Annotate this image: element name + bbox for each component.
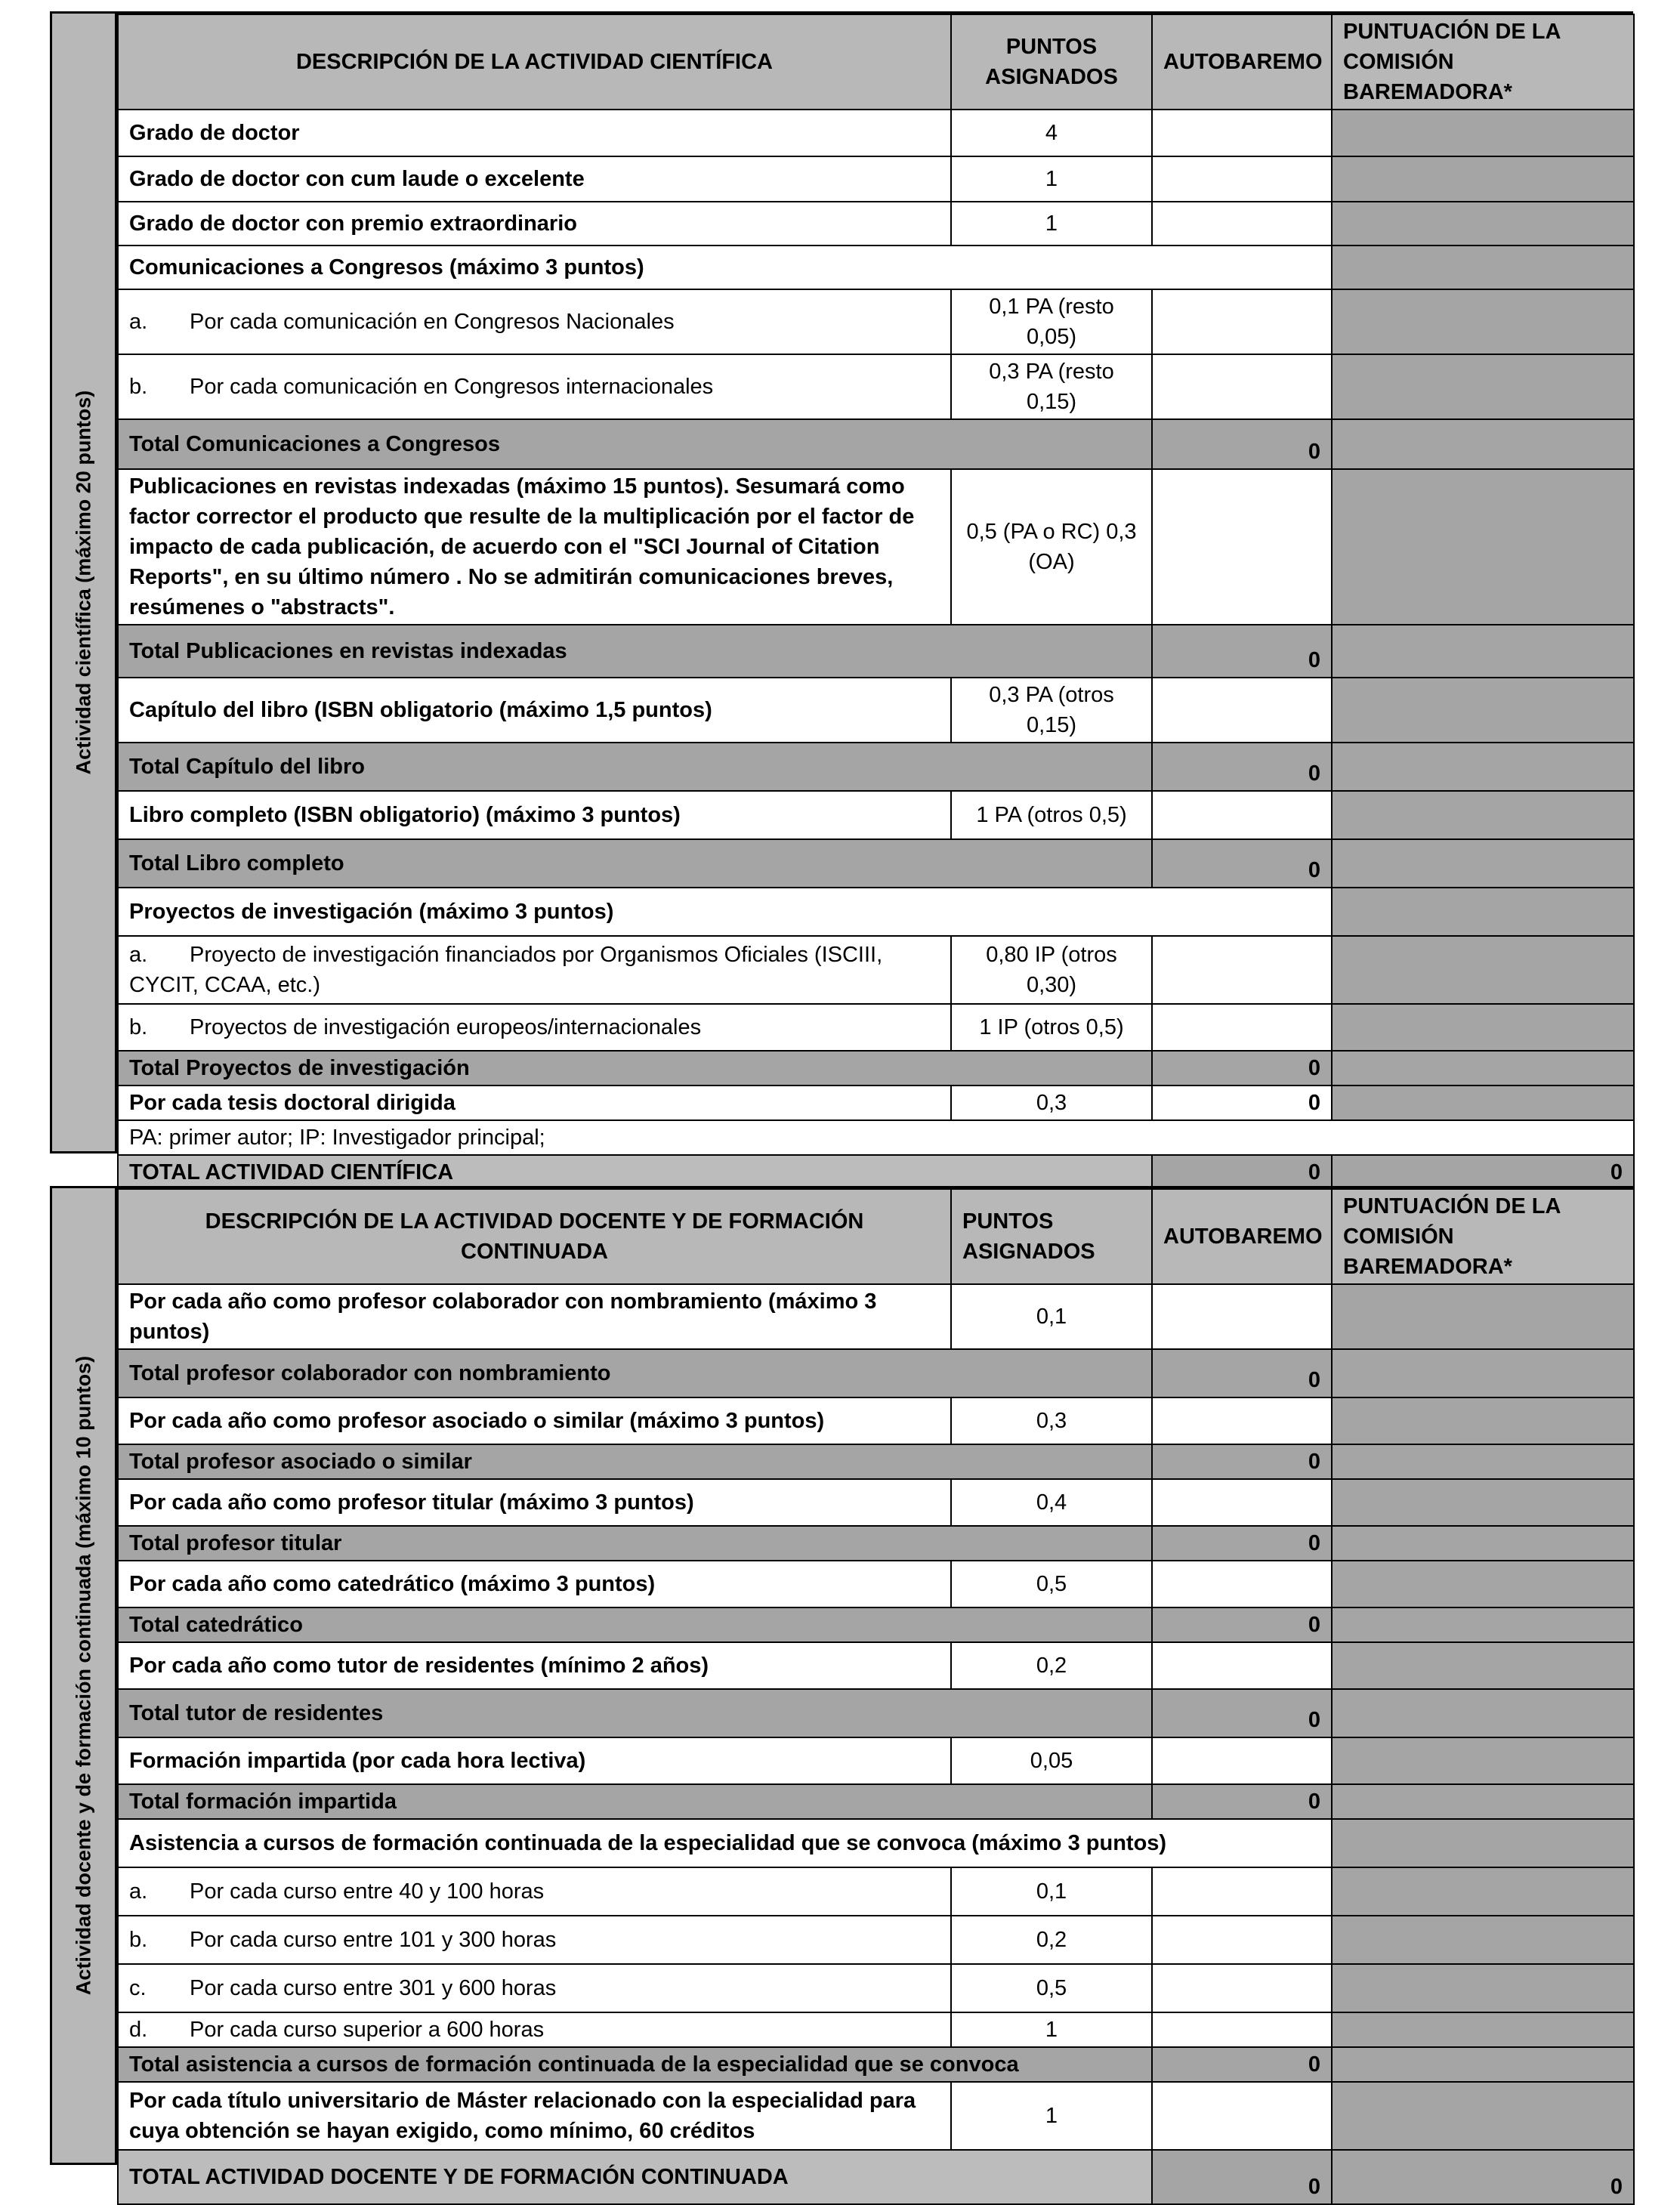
subtotal-label: Total Comunicaciones a Congresos bbox=[118, 419, 1152, 469]
table-row bbox=[118, 156, 1634, 202]
autobaremo-input[interactable] bbox=[1152, 1561, 1332, 1607]
subtotal-label: Total profesor titular bbox=[118, 1526, 1152, 1561]
row-puntos: 0,3 bbox=[951, 1397, 1152, 1444]
row-description: Por cada tesis doctoral dirigida bbox=[118, 1086, 951, 1120]
table-row bbox=[118, 1397, 1634, 1444]
comision-cell bbox=[1332, 1051, 1634, 1086]
row-puntos: 1 bbox=[951, 2012, 1152, 2047]
comision-cell bbox=[1332, 1397, 1634, 1444]
row-description: Por cada año como profesor asociado o similar (máximo 3 puntos) bbox=[118, 1397, 951, 1444]
header-description: DESCRIPCIÓN DE LA ACTIVIDAD CIENTÍFICA bbox=[118, 14, 951, 110]
autobaremo-input[interactable] bbox=[1152, 1867, 1332, 1916]
row-puntos: 0,2 bbox=[951, 1916, 1152, 1964]
table-row bbox=[118, 1642, 1634, 1689]
row-puntos: 0,1 bbox=[951, 1867, 1152, 1916]
row-text: Por cada curso entre 301 y 600 horas bbox=[190, 1976, 557, 2000]
header-autobaremo: AUTOBAREMO bbox=[1152, 1189, 1332, 1284]
subtotal-value: 0 bbox=[1152, 839, 1332, 888]
row-letter: a. bbox=[129, 1879, 148, 1904]
subtotal-row bbox=[118, 1689, 1634, 1737]
row-description: Por cada año como catedrático (máximo 3 puntos) bbox=[118, 1561, 951, 1607]
row-description bbox=[118, 1867, 951, 1916]
subtotal-row bbox=[118, 839, 1634, 888]
subtotal-label: Total Proyectos de investigación bbox=[118, 1051, 1152, 1086]
comision-cell bbox=[1332, 1004, 1634, 1051]
comision-cell bbox=[1332, 791, 1634, 839]
row-text: Por cada curso superior a 600 horas bbox=[190, 2018, 545, 2042]
row-puntos: 0,5 (PA o RC) 0,3 (OA) bbox=[951, 469, 1152, 625]
row-puntos: 0,3 PA (resto 0,15) bbox=[951, 354, 1152, 419]
row-text: Por cada comunicación en Congresos internacionales bbox=[190, 375, 714, 399]
row-letter: a. bbox=[129, 943, 148, 967]
header-comision: PUNTUACIÓN DE LA COMISIÓN BAREMADORA* bbox=[1332, 1189, 1634, 1284]
row-description bbox=[118, 1004, 951, 1051]
subtotal-row bbox=[118, 419, 1634, 469]
grand-total-comision: 0 bbox=[1332, 1155, 1634, 1190]
row-description bbox=[118, 1916, 951, 1964]
side-label-teaching bbox=[52, 1188, 117, 2163]
comision-cell bbox=[1332, 469, 1634, 625]
comision-cell bbox=[1332, 1349, 1634, 1397]
comision-cell bbox=[1332, 625, 1634, 678]
table-subrow bbox=[118, 1964, 1634, 2012]
row-puntos: 4 bbox=[951, 110, 1152, 156]
comision-cell bbox=[1332, 678, 1634, 743]
row-puntos: 1 bbox=[951, 156, 1152, 202]
autobaremo-input[interactable] bbox=[1152, 469, 1332, 625]
row-description: Grado de doctor con cum laude o excelente bbox=[118, 156, 951, 202]
row-description: Grado de doctor con premio extraordinario bbox=[118, 202, 951, 246]
section-heading: Comunicaciones a Congresos (máximo 3 puntos) bbox=[118, 246, 1332, 289]
subtotal-label: Total Libro completo bbox=[118, 839, 1152, 888]
grand-total-label: TOTAL ACTIVIDAD DOCENTE Y DE FORMACIÓN CONTINUADA bbox=[118, 2150, 1152, 2204]
row-description bbox=[118, 936, 951, 1004]
autobaremo-input[interactable] bbox=[1152, 1004, 1332, 1051]
row-description: Por cada año como tutor de residentes (mínimo 2 años) bbox=[118, 1642, 951, 1689]
subtotal-value: 0 bbox=[1152, 2047, 1332, 2082]
section-heading: Proyectos de investigación (máximo 3 puntos) bbox=[118, 888, 1332, 936]
autobaremo-input[interactable] bbox=[1152, 110, 1332, 156]
table-row bbox=[118, 2082, 1634, 2150]
row-puntos: 0,2 bbox=[951, 1642, 1152, 1689]
row-letter: b. bbox=[129, 1928, 148, 1952]
comision-cell bbox=[1332, 1607, 1634, 1642]
row-letter: b. bbox=[129, 1015, 148, 1039]
subtotal-label: Total profesor asociado o similar bbox=[118, 1444, 1152, 1479]
autobaremo-input[interactable] bbox=[1152, 1964, 1332, 2012]
comision-cell bbox=[1332, 743, 1634, 791]
comision-cell bbox=[1332, 936, 1634, 1004]
grand-total-autobaremo: 0 bbox=[1152, 2150, 1332, 2204]
subtotal-value: 0 bbox=[1152, 1689, 1332, 1737]
subtotal-label: Total asistencia a cursos de formación continuada de la especialidad que se convoca bbox=[118, 2047, 1152, 2082]
subtotal-value: 0 bbox=[1152, 1051, 1332, 1086]
row-description: Por cada año como profesor titular (máximo 3 puntos) bbox=[118, 1479, 951, 1526]
row-description: Publicaciones en revistas indexadas (máximo 15 puntos). Sesumará como factor corrector el producto que resulte de la multiplicación por el factor de impacto de cada publicación, de acuerdo con el "SCI Journal of Citation Reports", en su último número . No se admitirán comunicaciones breves, resúmenes o "abstracts". bbox=[118, 469, 951, 625]
comision-cell bbox=[1332, 156, 1634, 202]
row-description: Formación impartida (por cada hora lectiva) bbox=[118, 1737, 951, 1784]
row-description bbox=[118, 354, 951, 419]
autobaremo-input[interactable] bbox=[1152, 2082, 1332, 2150]
autobaremo-input[interactable] bbox=[1152, 1284, 1332, 1349]
row-puntos: 0,3 bbox=[951, 1086, 1152, 1120]
autobaremo-input[interactable] bbox=[1152, 791, 1332, 839]
row-puntos: 0,5 bbox=[951, 1561, 1152, 1607]
subtotal-row bbox=[118, 1784, 1634, 1819]
section-heading-row bbox=[118, 888, 1634, 936]
autobaremo-input[interactable] bbox=[1152, 156, 1332, 202]
subtotal-row bbox=[118, 625, 1634, 678]
row-letter: b. bbox=[129, 375, 148, 399]
table-row bbox=[118, 1561, 1634, 1607]
row-letter: c. bbox=[129, 1976, 147, 2000]
teaching-activity-table bbox=[50, 1186, 1633, 2199]
row-description: Por cada año como profesor colaborador con nombramiento (máximo 3 puntos) bbox=[118, 1284, 951, 1349]
comision-cell bbox=[1332, 1642, 1634, 1689]
comision-cell bbox=[1332, 1086, 1634, 1120]
row-description bbox=[118, 1964, 951, 2012]
subtotal-row bbox=[118, 743, 1634, 791]
subtotal-label: Total tutor de residentes bbox=[118, 1689, 1152, 1737]
grand-total-row bbox=[118, 2150, 1634, 2204]
footnote: PA: primer autor; IP: Investigador principal; bbox=[118, 1120, 1634, 1155]
comision-cell bbox=[1332, 2082, 1634, 2150]
header-autobaremo: AUTOBAREMO bbox=[1152, 14, 1332, 110]
section-heading: Asistencia a cursos de formación continuada de la especialidad que se convoca (máximo 3 puntos) bbox=[118, 1819, 1332, 1867]
row-description: Por cada título universitario de Máster relacionado con la especialidad para cuya obtención se hayan exigido, como mínimo, 60 créditos bbox=[118, 2082, 951, 2150]
row-puntos: 1 IP (otros 0,5) bbox=[951, 1004, 1152, 1051]
grand-total-row bbox=[118, 1155, 1634, 1190]
side-label-text: Actividad científica (máximo 20 puntos) bbox=[72, 390, 94, 775]
row-text: Por cada comunicación en Congresos Nacionales bbox=[190, 310, 675, 334]
subtotal-value: 0 bbox=[1152, 1526, 1332, 1561]
row-puntos: 0,80 IP (otros 0,30) bbox=[951, 936, 1152, 1004]
scoring-table-scientific bbox=[117, 14, 1635, 1191]
table-row bbox=[118, 1086, 1634, 1120]
table-row bbox=[118, 791, 1634, 839]
table-row bbox=[118, 110, 1634, 156]
grand-total-autobaremo: 0 bbox=[1152, 1155, 1332, 1190]
row-text: Por cada curso entre 101 y 300 horas bbox=[190, 1928, 557, 1952]
table-subrow bbox=[118, 1916, 1634, 1964]
footnote-row bbox=[118, 1120, 1634, 1155]
section-heading-row bbox=[118, 246, 1634, 289]
row-puntos: 0,05 bbox=[951, 1737, 1152, 1784]
comision-cell bbox=[1332, 888, 1634, 936]
row-letter: a. bbox=[129, 310, 148, 334]
table-row bbox=[118, 1284, 1634, 1349]
grand-total-label: TOTAL ACTIVIDAD CIENTÍFICA bbox=[118, 1155, 1152, 1190]
subtotal-value: 0 bbox=[1152, 1607, 1332, 1642]
comision-cell bbox=[1332, 354, 1634, 419]
row-text: Por cada curso entre 40 y 100 horas bbox=[190, 1879, 545, 1904]
comision-cell bbox=[1332, 1689, 1634, 1737]
header-comision: PUNTUACIÓN DE LA COMISIÓN BAREMADORA* bbox=[1332, 14, 1634, 110]
autobaremo-input[interactable] bbox=[1152, 202, 1332, 246]
row-description bbox=[118, 2012, 951, 2047]
row-puntos: 0,4 bbox=[951, 1479, 1152, 1526]
row-puntos: 0,1 bbox=[951, 1284, 1152, 1349]
comision-cell bbox=[1332, 289, 1634, 354]
subtotal-label: Total profesor colaborador con nombramiento bbox=[118, 1349, 1152, 1397]
autobaremo-input[interactable] bbox=[1152, 1642, 1332, 1689]
comision-cell bbox=[1332, 1867, 1634, 1916]
scoring-table-teaching bbox=[117, 1188, 1635, 2205]
comision-cell bbox=[1332, 202, 1634, 246]
subtotal-value: 0 bbox=[1152, 419, 1332, 469]
comision-cell bbox=[1332, 1284, 1634, 1349]
scientific-activity-table bbox=[50, 11, 1633, 1184]
row-puntos: 1 PA (otros 0,5) bbox=[951, 791, 1152, 839]
row-text: Proyectos de investigación europeos/internacionales bbox=[190, 1015, 702, 1039]
table-row bbox=[118, 1479, 1634, 1526]
subtotal-value: 0 bbox=[1152, 743, 1332, 791]
subtotal-value: 0 bbox=[1152, 1784, 1332, 1819]
grand-total-comision: 0 bbox=[1332, 2150, 1634, 2204]
table-row bbox=[118, 678, 1634, 743]
comision-cell bbox=[1332, 1964, 1634, 2012]
table-row bbox=[118, 202, 1634, 246]
autobaremo-input[interactable] bbox=[1152, 2012, 1332, 2047]
row-letter: d. bbox=[129, 2018, 148, 2042]
comision-cell bbox=[1332, 1737, 1634, 1784]
section-heading-row bbox=[118, 1819, 1634, 1867]
row-puntos: 0,1 PA (resto 0,05) bbox=[951, 289, 1152, 354]
side-label-scientific bbox=[52, 14, 117, 1151]
subtotal-label: Total formación impartida bbox=[118, 1784, 1152, 1819]
comision-cell bbox=[1332, 419, 1634, 469]
autobaremo-input[interactable] bbox=[1152, 1737, 1332, 1784]
autobaremo-input[interactable] bbox=[1152, 936, 1332, 1004]
subtotal-label: Total Publicaciones en revistas indexadas bbox=[118, 625, 1152, 678]
subtotal-label: Total catedrático bbox=[118, 1607, 1152, 1642]
comision-cell bbox=[1332, 1561, 1634, 1607]
autobaremo-input[interactable] bbox=[1152, 1397, 1332, 1444]
autobaremo-input[interactable] bbox=[1152, 289, 1332, 354]
subtotal-row bbox=[118, 1444, 1634, 1479]
header-puntos: PUNTOS ASIGNADOS bbox=[951, 1189, 1152, 1284]
row-puntos: 1 bbox=[951, 2082, 1152, 2150]
table-subrow bbox=[118, 289, 1634, 354]
table-subrow bbox=[118, 1004, 1634, 1051]
autobaremo-input[interactable] bbox=[1152, 1916, 1332, 1964]
subtotal-row bbox=[118, 1526, 1634, 1561]
row-puntos: 1 bbox=[951, 202, 1152, 246]
subtotal-value: 0 bbox=[1152, 625, 1332, 678]
row-description: Capítulo del libro (ISBN obligatorio (máximo 1,5 puntos) bbox=[118, 678, 951, 743]
autobaremo-input[interactable]: 0 bbox=[1152, 1086, 1332, 1120]
subtotal-value: 0 bbox=[1152, 1444, 1332, 1479]
row-puntos: 0,5 bbox=[951, 1964, 1152, 2012]
row-text: Proyecto de investigación financiados por Organismos Oficiales (ISCIII, CYCIT, CCAA, etc.) bbox=[129, 943, 883, 997]
table-subrow bbox=[118, 1867, 1634, 1916]
header-description: DESCRIPCIÓN DE LA ACTIVIDAD DOCENTE Y DE FORMACIÓN CONTINUADA bbox=[118, 1189, 951, 1284]
comision-cell bbox=[1332, 1479, 1634, 1526]
table-row bbox=[118, 469, 1634, 625]
row-puntos: 0,3 PA (otros 0,15) bbox=[951, 678, 1152, 743]
table-subrow bbox=[118, 2012, 1634, 2047]
side-label-text: Actividad docente y de formación continuada (máximo 10 puntos) bbox=[72, 1355, 94, 1996]
subtotal-label: Total Capítulo del libro bbox=[118, 743, 1152, 791]
comision-cell bbox=[1332, 246, 1634, 289]
header-puntos: PUNTOS ASIGNADOS bbox=[951, 14, 1152, 110]
comision-cell bbox=[1332, 1444, 1634, 1479]
comision-cell bbox=[1332, 2047, 1634, 2082]
autobaremo-input[interactable] bbox=[1152, 354, 1332, 419]
subtotal-row bbox=[118, 1607, 1634, 1642]
row-description: Grado de doctor bbox=[118, 110, 951, 156]
subtotal-row bbox=[118, 1051, 1634, 1086]
subtotal-row bbox=[118, 2047, 1634, 2082]
table-subrow bbox=[118, 936, 1634, 1004]
row-description: Libro completo (ISBN obligatorio) (máximo 3 puntos) bbox=[118, 791, 951, 839]
autobaremo-input[interactable] bbox=[1152, 1479, 1332, 1526]
comision-cell bbox=[1332, 2012, 1634, 2047]
comision-cell bbox=[1332, 1784, 1634, 1819]
subtotal-row bbox=[118, 1349, 1634, 1397]
subtotal-value: 0 bbox=[1152, 1349, 1332, 1397]
comision-cell bbox=[1332, 1526, 1634, 1561]
table-row bbox=[118, 1737, 1634, 1784]
comision-cell bbox=[1332, 839, 1634, 888]
comision-cell bbox=[1332, 110, 1634, 156]
comision-cell bbox=[1332, 1819, 1634, 1867]
comision-cell bbox=[1332, 1916, 1634, 1964]
autobaremo-input[interactable] bbox=[1152, 678, 1332, 743]
table-subrow bbox=[118, 354, 1634, 419]
row-description bbox=[118, 289, 951, 354]
